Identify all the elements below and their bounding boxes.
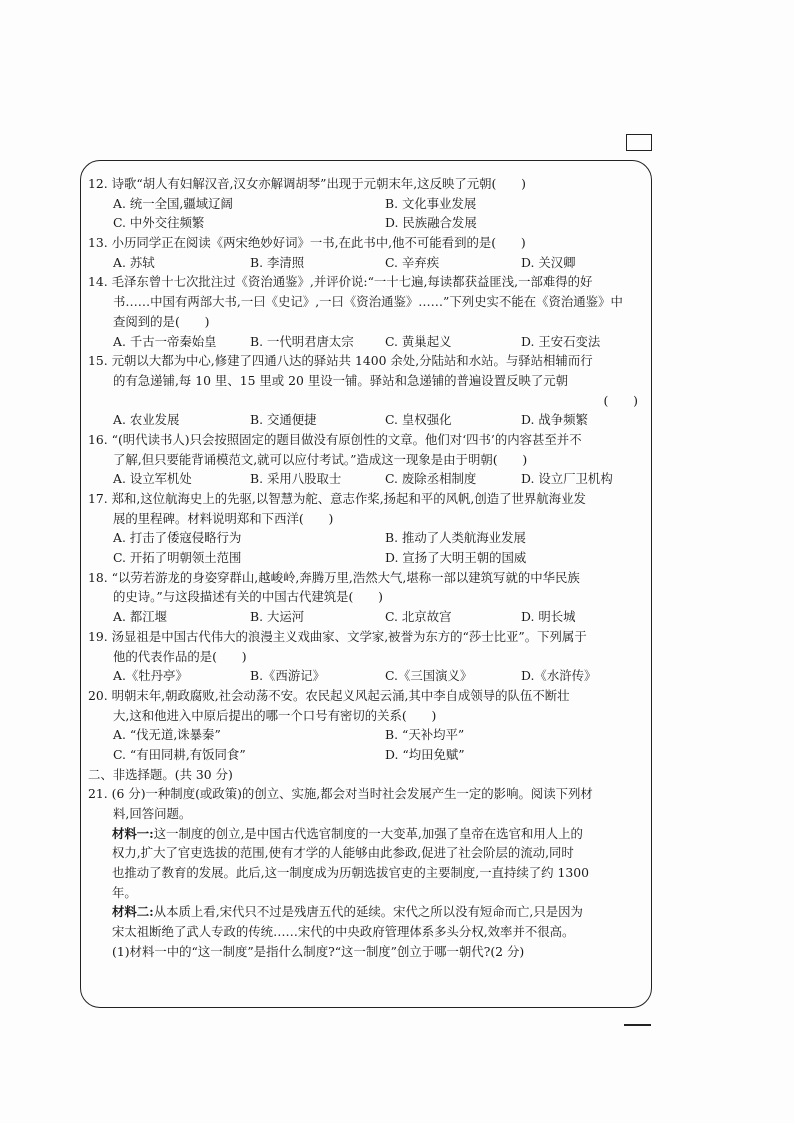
question-18-stem-line2: 的史诗。”与这段描述有关的中国古代建筑是( ) xyxy=(113,589,384,605)
question-15-answer-paren: ( ) xyxy=(603,392,638,408)
question-14-stem-line2: 书……中国有两部大书,一曰《史记》,一曰《资治通鉴》……”下列史实不能在《资治通鉴》中 xyxy=(113,294,623,310)
question-15-stem-line2: 的有急递铺,每 10 里、15 里或 20 里设一铺。驿站和急递铺的普遍设置反映了元朝 xyxy=(113,372,569,388)
q13-option-c[interactable]: C. 辛弃疾 xyxy=(385,254,440,270)
material-2-text1: 从本质上看,宋代只不过是残唐五代的延续。宋代之所以没有短命而亡,只是因为 xyxy=(153,904,583,920)
q15-option-a[interactable]: A. 农业发展 xyxy=(113,412,180,428)
q17-option-b[interactable]: B. 推动了人类航海业发展 xyxy=(385,530,526,546)
answer-space[interactable] xyxy=(88,962,648,1032)
q15-option-c[interactable]: C. 皇权强化 xyxy=(385,412,452,428)
question-21-sub-1: (1)材料一中的“这一制度”是指什么制度?“这一制度”创立于哪一朝代?(2 分) xyxy=(112,943,525,959)
q17-option-d[interactable]: D. 宣扬了大明王朝的国威 xyxy=(385,550,527,566)
q18-option-a[interactable]: A. 都江堰 xyxy=(113,609,167,625)
q12-option-c[interactable]: C. 中外交往频繁 xyxy=(113,215,205,231)
question-19-options xyxy=(88,666,648,686)
q19-option-c[interactable]: C.《三国演义》 xyxy=(385,668,473,684)
q17-option-c[interactable]: C. 开拓了明朝领土范围 xyxy=(113,550,242,566)
score-box xyxy=(626,134,652,151)
question-15-options xyxy=(88,410,648,430)
question-17-options-row1 xyxy=(88,528,648,548)
question-19-stem-line1: 19. 汤显祖是中国古代伟大的浪漫主义戏曲家、文学家,被誉为东方的“莎士比亚”。下列属于 xyxy=(88,628,587,644)
q14-option-a[interactable]: A. 千古一帝秦始皇 xyxy=(113,333,217,349)
question-14-stem-line1: 14. 毛泽东曾十七次批注过《资治通鉴》,并评价说:“一十七遍,每读都获益匪浅,一部难得的好 xyxy=(88,274,593,290)
q12-option-a[interactable]: A. 统一全国,疆域辽阔 xyxy=(113,195,233,211)
question-14-stem-line3: 查阅到的是( ) xyxy=(113,313,210,329)
section-2-title: 二、非选择题。(共 30 分) xyxy=(88,766,233,782)
q16-option-b[interactable]: B. 采用八股取士 xyxy=(250,471,342,487)
question-16-stem-line1: 16. “(明代读书人)只会按照固定的题目做没有原创性的文章。他们对‘四书’的内容甚至并不 xyxy=(88,431,582,447)
q13-option-b[interactable]: B. 李清照 xyxy=(250,254,305,270)
q15-option-d[interactable]: D. 战争频繁 xyxy=(521,412,588,428)
q20-option-d[interactable]: D. “均田免赋” xyxy=(385,746,465,762)
question-17-stem-line1: 17. 郑和,这位航海史上的先驱,以智慧为舵、意志作桨,扬起和平的风帆,创造了世界航海业发 xyxy=(88,491,586,506)
question-21-stem-line1: 21. (6 分)一种制度(或政策)的创立、实施,都会对当时社会发展产生一定的影响。阅读下列材 xyxy=(88,786,593,802)
question-20-stem-line2: 大,这和他进入中原后提出的哪一个口号有密切的关系( ) xyxy=(113,707,437,723)
question-16-options xyxy=(88,469,648,489)
question-13-options xyxy=(88,253,648,273)
question-12-options-row2 xyxy=(88,213,648,233)
question-15-stem-line1: 15. 元朝以大都为中心,修建了四通八达的驿站共 1400 余处,分陆站和水站。与驿站相辅而行 xyxy=(88,353,593,369)
exam-content xyxy=(88,174,648,1032)
q12-option-d[interactable]: D. 民族融合发展 xyxy=(385,215,477,231)
q17-option-a[interactable]: A. 打击了倭寇侵略行为 xyxy=(113,530,242,546)
material-2-line2: 宋太祖断绝了武人专政的传统……宋代的中央政府管理体系多头分权,效率并不很高。 xyxy=(112,924,575,940)
question-17-options-row2 xyxy=(88,548,648,568)
q14-option-b[interactable]: B. 一代明君唐太宗 xyxy=(250,333,354,349)
material-1-line2: 权力,扩大了官吏选拔的范围,使有才学的人能够由此参政,促进了社会阶层的流动,同时 xyxy=(112,845,574,861)
question-19-stem-line2: 他的代表作品的是( ) xyxy=(113,648,247,664)
q13-option-d[interactable]: D. 关汉卿 xyxy=(521,254,576,270)
q18-option-c[interactable]: C. 北京故宫 xyxy=(385,609,452,625)
q18-option-b[interactable]: B. 大运河 xyxy=(250,609,305,625)
q19-option-a[interactable]: A.《牡丹亭》 xyxy=(113,668,188,684)
question-17-stem-line2: 展的里程碑。材料说明郑和下西洋( ) xyxy=(113,510,334,526)
q14-option-d[interactable]: D. 王安石变法 xyxy=(521,333,601,349)
material-1-label: 材料一: xyxy=(112,825,154,841)
q16-option-a[interactable]: A. 设立军机处 xyxy=(113,471,192,487)
material-2-label: 材料二: xyxy=(112,904,154,920)
q20-option-a[interactable]: A. “伐无道,诛暴秦” xyxy=(113,727,221,743)
q14-option-c[interactable]: C. 黄巢起义 xyxy=(385,333,452,349)
material-1-line3: 也推动了教育的发展。此后,这一制度成为历朝选拔官吏的主要制度,一直持续了约 1300 xyxy=(112,865,590,881)
q19-option-b[interactable]: B.《西游记》 xyxy=(250,668,325,684)
q20-option-b[interactable]: B. “天补均平” xyxy=(385,727,465,743)
q15-option-b[interactable]: B. 交通便捷 xyxy=(250,412,317,428)
q20-option-c[interactable]: C. “有田同耕,有饭同食” xyxy=(113,746,246,762)
q12-option-b[interactable]: B. 文化事业发展 xyxy=(385,195,477,211)
question-20-options-row2 xyxy=(88,745,648,765)
question-16-stem-line2: 了解,但只要能背诵模范文,就可以应付考试。”造成这一现象是由于明朝( ) xyxy=(113,451,528,467)
question-12-stem: 12. 诗歌“胡人有妇解汉音,汉女亦解调胡琴”出现于元朝末年,这反映了元朝( ) xyxy=(88,176,526,191)
material-1-line1 xyxy=(88,824,648,844)
q16-option-d[interactable]: D. 设立厂卫机构 xyxy=(521,471,613,487)
material-1-text1: 这一制度的创立,是中国古代选官制度的一大变革,加强了皇帝在选官和用人上的 xyxy=(153,825,583,841)
material-2-line1 xyxy=(88,902,648,922)
q13-option-a[interactable]: A. 苏轼 xyxy=(113,254,155,270)
q16-option-c[interactable]: C. 废除丞相制度 xyxy=(385,471,477,487)
q19-option-d[interactable]: D.《水浒传》 xyxy=(521,668,597,684)
q18-option-d[interactable]: D. 明长城 xyxy=(521,609,576,625)
question-14-options xyxy=(88,332,648,352)
material-1-line4: 年。 xyxy=(112,884,137,900)
question-13-stem: 13. 小历同学正在阅读《两宋绝妙好词》一书,在此书中,他不可能看到的是( ) xyxy=(88,235,526,251)
question-21-stem-line2: 料,回答问题。 xyxy=(113,806,192,821)
question-18-stem-line1: 18. “以劳若游龙的身姿穿群山,越峻岭,奔腾万里,浩然大气,堪称一部以建筑写就的中华民族 xyxy=(88,569,580,585)
question-18-options xyxy=(88,607,648,627)
question-20-stem-line1: 20. 明朝末年,朝政腐败,社会动荡不安。农民起义风起云涌,其中李自成领导的队伍不断壮 xyxy=(88,687,570,703)
question-20-options-row1 xyxy=(88,725,648,745)
question-12-options-row1 xyxy=(88,194,648,214)
